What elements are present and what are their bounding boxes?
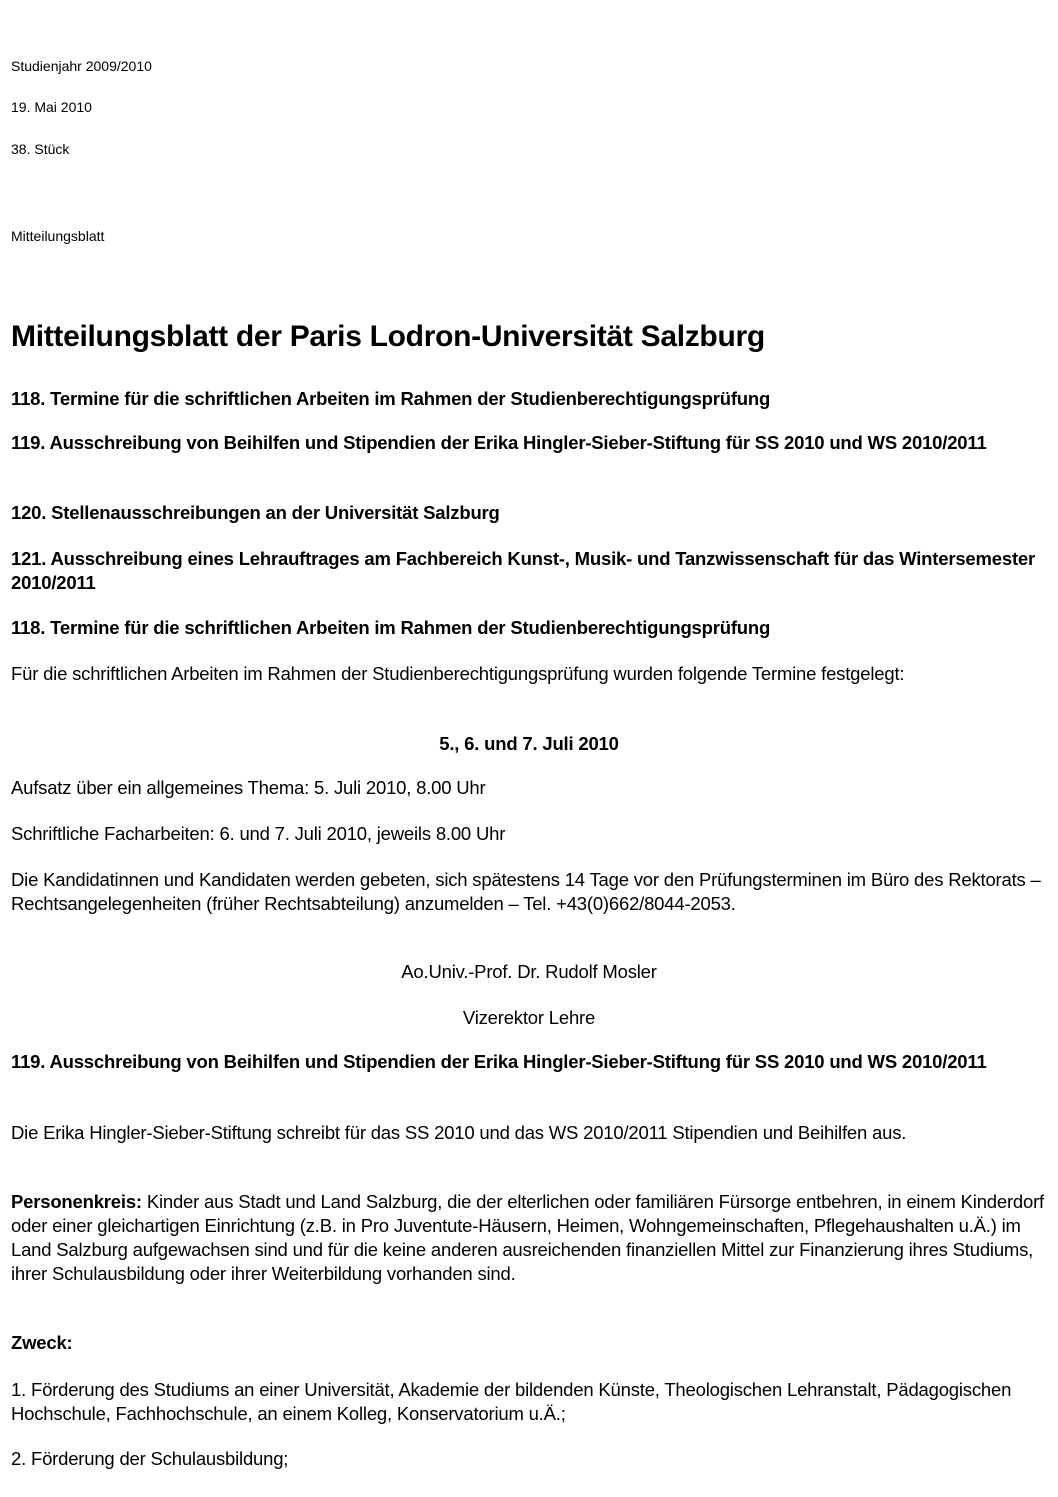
toc-item[interactable]: 121. Ausschreibung eines Lehrauftrages am Fachbereich Kunst-, Musik- und Tanzwissenschaft für das Wintersemester 2010/2011 <box>11 548 1035 593</box>
section-119-intro: Die Erika Hingler-Sieber-Stiftung schreibt für das SS 2010 und das WS 2010/2011 Stipendien und Beihilfen aus. <box>11 1122 907 1143</box>
header-issue: 38. Stück <box>11 141 70 157</box>
toc-item[interactable]: 119. Ausschreibung von Beihilfen und Stipendien der Erika Hingler-Sieber-Stiftung für SS 2010 und WS 2010/2011 <box>11 432 987 453</box>
header-year: Studienjahr 2009/2010 <box>11 58 152 74</box>
toc-item[interactable]: 120. Stellenausschreibungen an der Universität Salzburg <box>11 502 500 523</box>
page-title: Mitteilungsblatt der Paris Lodron-Universität Salzburg <box>11 320 765 353</box>
header-label: Mitteilungsblatt <box>11 228 105 244</box>
section-118-notice: Die Kandidatinnen und Kandidaten werden gebeten, sich spätestens 14 Tage vor den Prüfungsterminen im Büro des Rektorats – Rechtsangelegenheiten (früher Rechtsabteilung) anzumelden – Tel. +43(0)662/8044-2053. <box>11 869 1041 914</box>
zweck-item: 2. Förderung der Schulausbildung; <box>11 1448 289 1469</box>
header-date: 19. Mai 2010 <box>11 99 92 115</box>
zweck-label: Zweck: <box>11 1332 73 1353</box>
section-119-heading: 119. Ausschreibung von Beihilfen und Stipendien der Erika Hingler-Sieber-Stiftung für SS 2010 und WS 2010/2011 <box>11 1051 987 1072</box>
personenkreis-paragraph <box>11 1190 1046 1286</box>
section-118-heading: 118. Termine für die schriftlichen Arbeiten im Rahmen der Studienberechtigungsprüfung <box>11 617 771 638</box>
section-118-written: Schriftliche Facharbeiten: 6. und 7. Juli 2010, jeweils 8.00 Uhr <box>11 823 506 844</box>
section-118-essay: Aufsatz über ein allgemeines Thema: 5. Juli 2010, 8.00 Uhr <box>11 777 486 798</box>
section-118-dates: 5., 6. und 7. Juli 2010 <box>439 733 619 754</box>
signatory-name: Ao.Univ.-Prof. Dr. Rudolf Mosler <box>401 961 657 982</box>
toc-item[interactable]: 118. Termine für die schriftlichen Arbeiten im Rahmen der Studienberechtigungsprüfung <box>11 388 771 409</box>
zweck-item: 1. Förderung des Studiums an einer Universität, Akademie der bildenden Künste, Theologischen Lehranstalt, Pädagogischen Hochschule, Fachhochschule, an einem Kolleg, Konservatorium u.Ä.; <box>11 1379 1012 1424</box>
section-118-intro: Für die schriftlichen Arbeiten im Rahmen der Studienberechtigungsprüfung wurden folgende Termine festgelegt: <box>11 663 905 684</box>
signatory-role: Vizerektor Lehre <box>462 1007 596 1028</box>
personenkreis-text: Kinder aus Stadt und Land Salzburg, die der elterlichen oder familiären Fürsorge entbehren, in einem Kinderdorf oder einer gleichartigen Einrichtung (z.B. in Pro Juventute-Häusern, Heimen, Wohngemeinschaften, Pflegehaushalten u.Ä.) im Land Salzburg aufgewachsen sind und für die keine anderen ausreichenden finanziellen Mittel zur Finanzierung ihres Studiums, ihrer Schulausbildung oder ihrer Weiterbildung vorhanden sind. <box>11 1191 1044 1284</box>
personenkreis-label: Personenkreis: <box>11 1191 142 1212</box>
